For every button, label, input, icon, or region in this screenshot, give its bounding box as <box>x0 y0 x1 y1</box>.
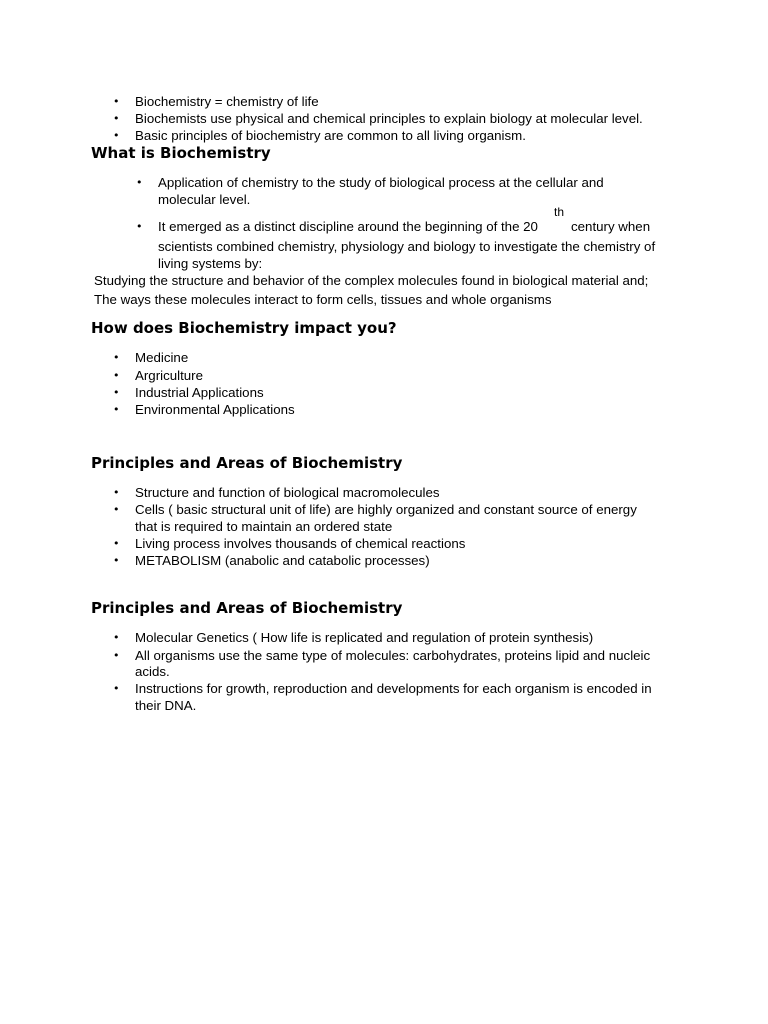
principles1-item-2-line-2: that is required to maintain an ordered state <box>135 519 393 534</box>
bullet: • <box>113 554 120 567</box>
principles2-item-2-line-2: acids. <box>135 664 170 679</box>
impact-item-2: Argriculture <box>135 368 203 383</box>
bullet: • <box>136 220 143 233</box>
bullet: • <box>113 537 120 550</box>
principles1-item-2-line-1: Cells ( basic structural unit of life) are highly organized and constant source of energy <box>135 502 637 517</box>
what-item-1-line-2: molecular level. <box>158 192 251 207</box>
bullet: • <box>113 503 120 516</box>
principles2-item-3-line-1: Instructions for growth, reproduction and developments for each organism is encoded in <box>135 681 652 696</box>
bullet: • <box>113 95 120 108</box>
bullet: • <box>113 351 120 364</box>
bullet: • <box>113 682 120 695</box>
bullet: • <box>113 386 120 399</box>
principles1-item-4: METABOLISM (anabolic and catabolic processes) <box>135 553 430 568</box>
bullet: • <box>113 129 120 142</box>
bullet: • <box>113 486 120 499</box>
what-item-1-line-1: Application of chemistry to the study of biological process at the cellular and <box>158 175 604 190</box>
intro-item-2: Biochemists use physical and chemical principles to explain biology at molecular level. <box>135 111 643 126</box>
heading-what-is-biochemistry: What is Biochemistry <box>91 144 271 162</box>
principles2-item-1: Molecular Genetics ( How life is replicated and regulation of protein synthesis) <box>135 630 594 645</box>
bullet: • <box>113 369 120 382</box>
bullet: • <box>113 649 120 662</box>
bullet: • <box>113 112 120 125</box>
intro-item-3: Basic principles of biochemistry are common to all living organism. <box>135 128 526 143</box>
bullet: • <box>113 631 120 644</box>
what-item-2-line-1-end: century when <box>571 219 651 234</box>
heading-impact: How does Biochemistry impact you? <box>91 319 397 337</box>
impact-item-3: Industrial Applications <box>135 385 264 400</box>
bullet: • <box>113 403 120 416</box>
intro-item-1: Biochemistry = chemistry of life <box>135 94 319 109</box>
principles1-item-1: Structure and function of biological macromolecules <box>135 485 440 500</box>
paragraph-line-2: The ways these molecules interact to form cells, tissues and whole organisms <box>94 292 552 307</box>
heading-principles-1: Principles and Areas of Biochemistry <box>91 454 403 472</box>
impact-item-4: Environmental Applications <box>135 402 295 417</box>
what-item-2-line-1: It emerged as a distinct discipline around the beginning of the 20 <box>158 219 538 234</box>
what-item-2-line-2: scientists combined chemistry, physiology and biology to investigate the chemistry of <box>158 239 656 254</box>
principles2-item-2-line-1: All organisms use the same type of molecules: carbohydrates, proteins lipid and nucleic <box>135 648 651 663</box>
principles1-item-3: Living process involves thousands of chemical reactions <box>135 536 466 551</box>
impact-item-1: Medicine <box>135 350 189 365</box>
what-item-2-line-3: living systems by: <box>158 256 263 271</box>
superscript-th: th <box>554 205 565 219</box>
principles2-item-3-line-2: their DNA. <box>135 698 197 713</box>
heading-principles-2: Principles and Areas of Biochemistry <box>91 599 403 617</box>
bullet: • <box>136 176 143 189</box>
paragraph-line-1: Studying the structure and behavior of the complex molecules found in biological material and; <box>94 273 649 288</box>
